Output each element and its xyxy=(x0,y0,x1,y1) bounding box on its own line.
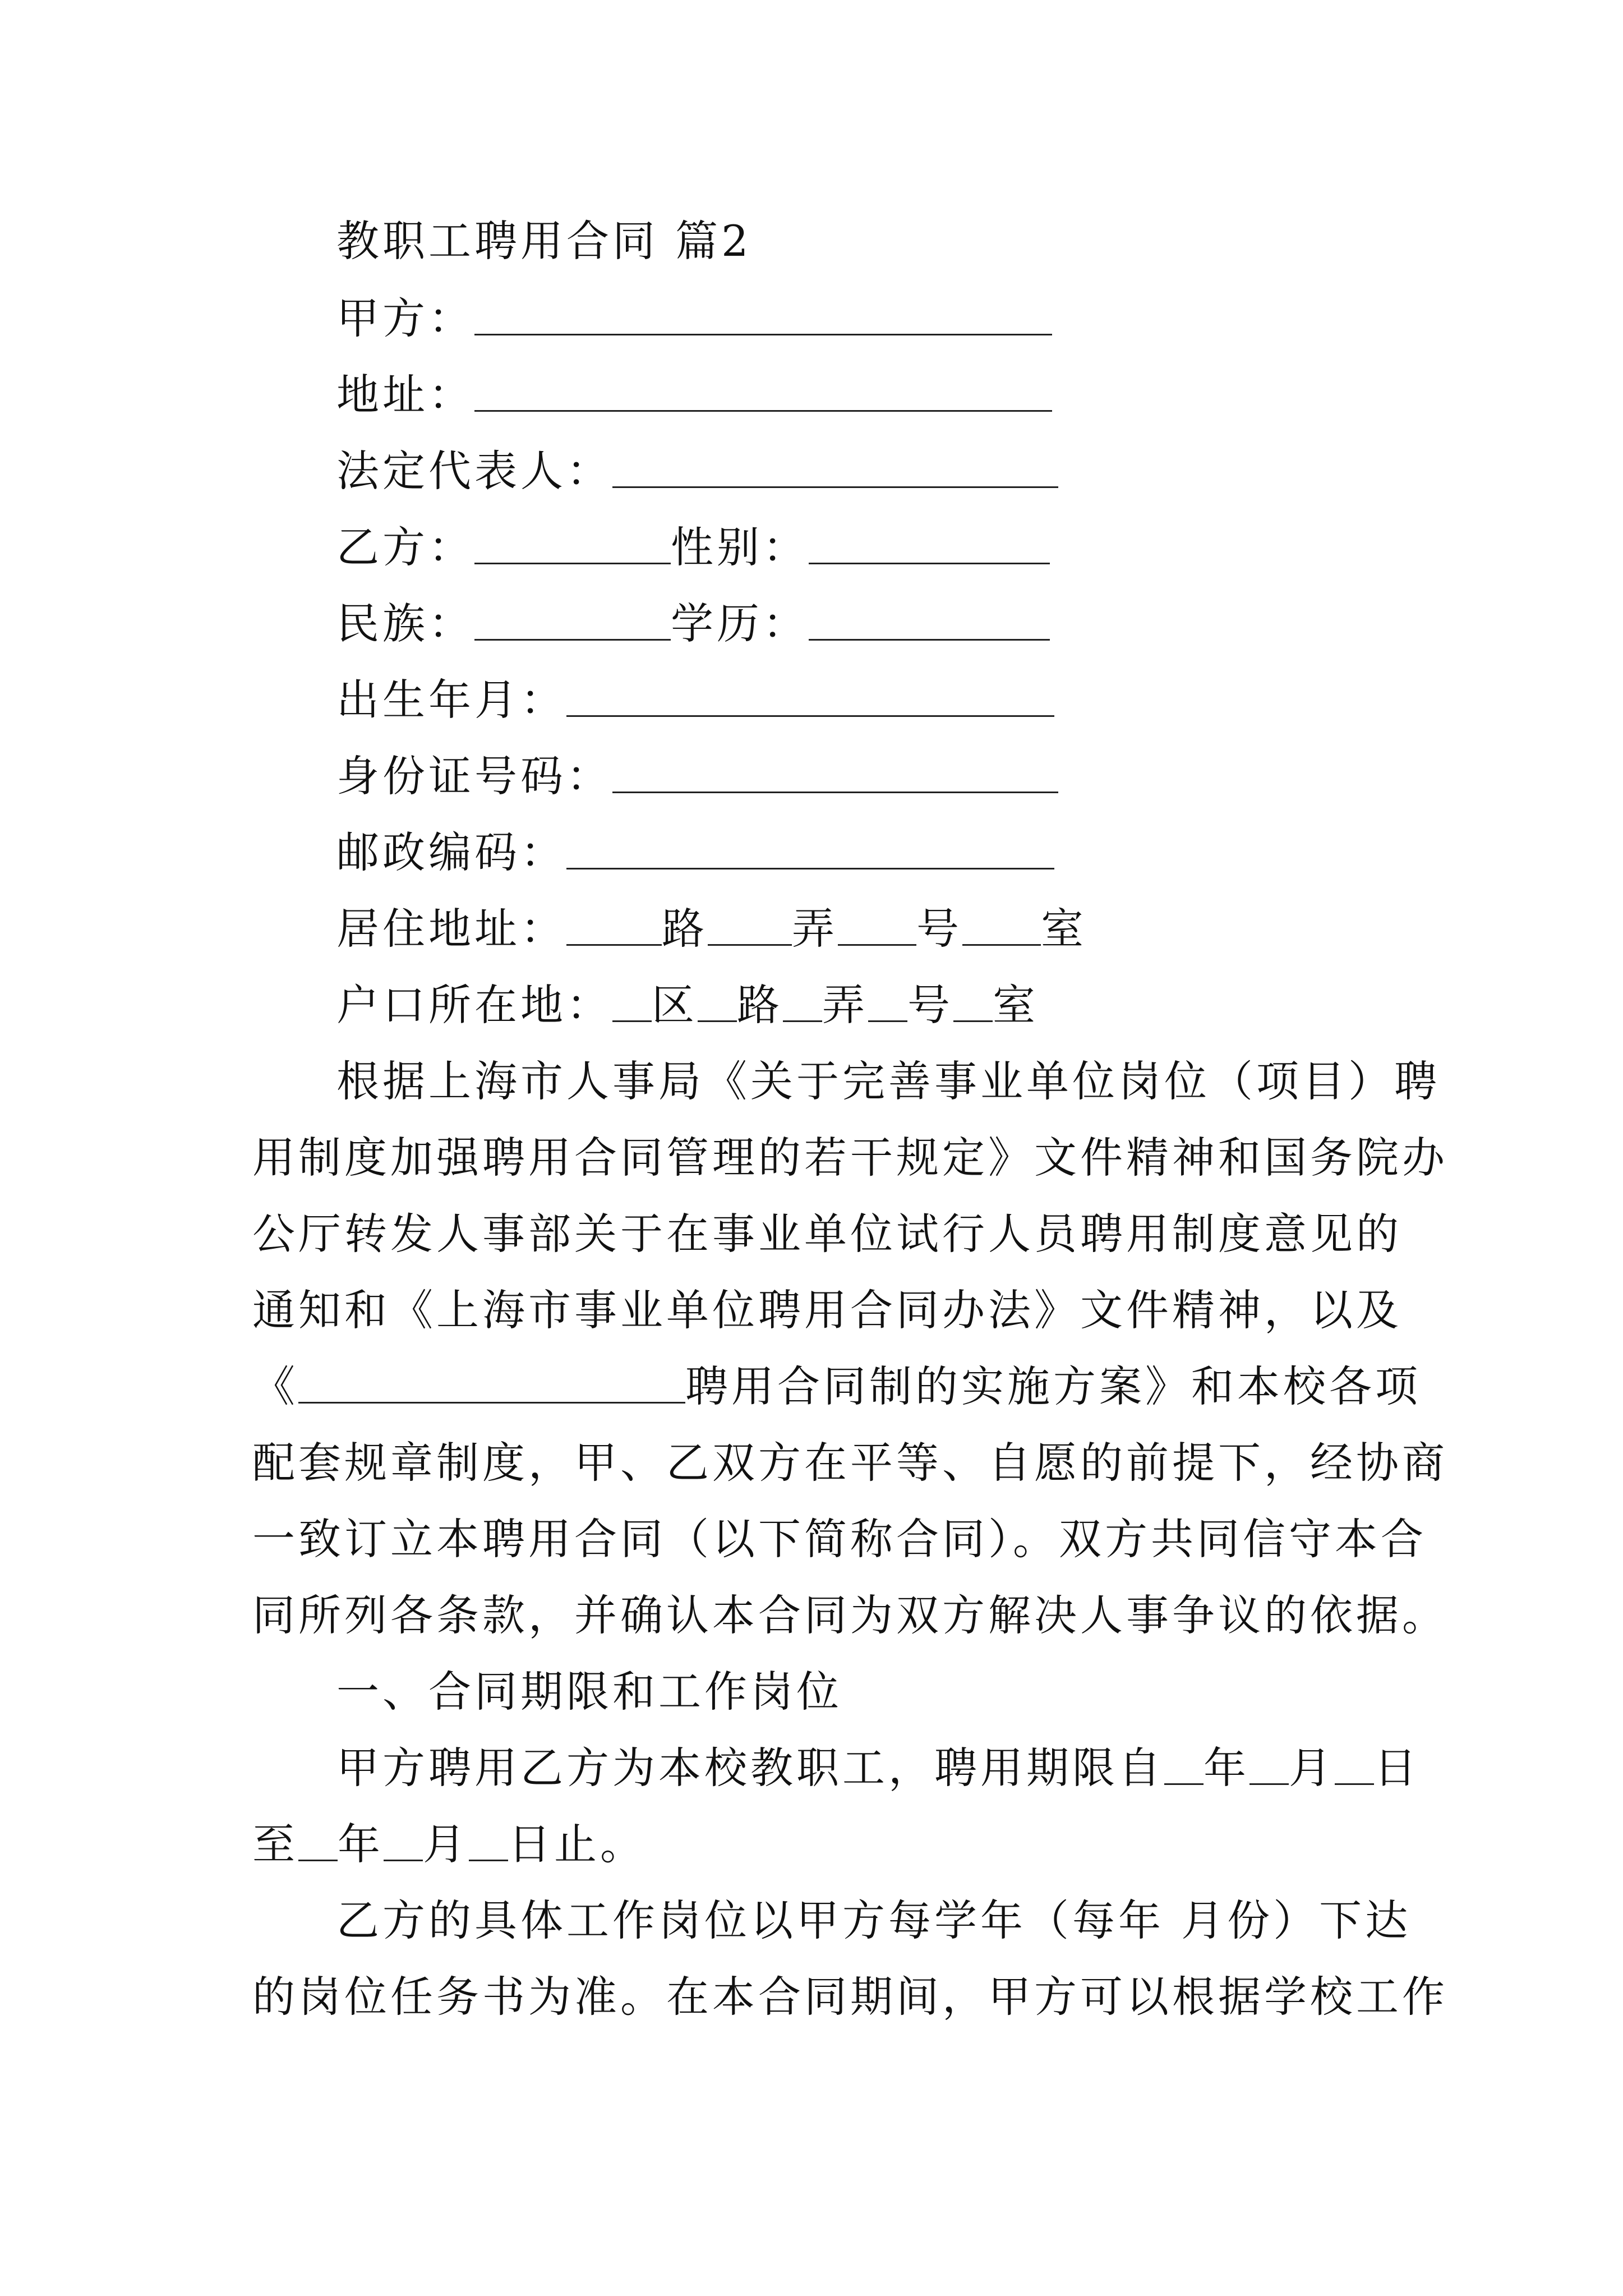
residence-lane-blank[interactable] xyxy=(708,904,792,946)
body-text: 根据上海市人事局《关于完善事业单位岗位（项目）聘 xyxy=(336,1056,1440,1106)
field-postcode xyxy=(336,825,1054,881)
body-line xyxy=(252,1511,1427,1567)
residence-room-blank[interactable] xyxy=(962,904,1041,946)
body-text: 甲方聘用乙方为本校教职工，聘用期限自 xyxy=(336,1743,1164,1793)
residence-road-blank[interactable] xyxy=(566,904,662,946)
end-year-blank[interactable] xyxy=(298,1819,338,1861)
body-line xyxy=(252,1969,1448,2025)
party-a-blank[interactable] xyxy=(474,293,1052,335)
body-text: 的岗位任务书为准。在本合同期间，甲方可以根据学校工作 xyxy=(252,1972,1448,2022)
body-text: 配套规章制度，甲、乙双方在平等、自愿的前提下，经协商 xyxy=(252,1438,1448,1488)
field-birth xyxy=(336,672,1054,728)
field-legal-rep xyxy=(336,443,1058,499)
start-day-blank[interactable] xyxy=(1335,1743,1374,1785)
day-label: 日 xyxy=(1374,1743,1420,1793)
legal-rep-label: 法定代表人： xyxy=(336,446,612,496)
body-line xyxy=(336,1740,1420,1796)
start-month-blank[interactable] xyxy=(1249,1743,1289,1785)
section-heading-text: 一、合同期限和工作岗位 xyxy=(336,1667,842,1717)
field-party-a xyxy=(336,291,1052,347)
ethnicity-label: 民族： xyxy=(336,599,474,648)
body-text: 日止。 xyxy=(508,1819,646,1869)
legal-rep-blank[interactable] xyxy=(612,446,1058,488)
postcode-label: 邮政编码： xyxy=(336,827,566,877)
hukou-room-blank[interactable] xyxy=(953,980,993,1022)
room-label: 室 xyxy=(1041,904,1087,954)
lane-label: 弄 xyxy=(822,980,868,1030)
number-label: 号 xyxy=(916,904,962,954)
body-line xyxy=(336,1893,1411,1949)
end-day-blank[interactable] xyxy=(469,1819,508,1861)
address-label: 地址： xyxy=(336,370,474,420)
body-text: 同所列各条款，并确认本合同为双方解决人事争议的依据。 xyxy=(252,1590,1448,1640)
body-line xyxy=(336,1053,1440,1110)
body-line xyxy=(252,1206,1402,1262)
district-label: 区 xyxy=(652,980,698,1030)
body-text: 《 xyxy=(252,1361,298,1411)
residence-label: 居住地址： xyxy=(336,904,566,954)
id-number-label: 身份证号码： xyxy=(336,751,612,801)
party-b-label: 乙方： xyxy=(336,522,474,572)
title-text: 教职工聘用合同 篇2 xyxy=(336,216,752,266)
education-label: 学历： xyxy=(671,599,809,648)
section-heading xyxy=(336,1664,842,1720)
education-blank[interactable] xyxy=(809,599,1050,641)
field-hukou xyxy=(336,977,1039,1033)
month-label: 月 xyxy=(1289,1743,1335,1793)
gender-blank[interactable] xyxy=(809,522,1050,564)
hukou-district-blank[interactable] xyxy=(612,980,652,1022)
hukou-label: 户口所在地： xyxy=(336,980,612,1030)
lane-label: 弄 xyxy=(792,904,838,954)
start-year-blank[interactable] xyxy=(1164,1743,1204,1785)
id-number-blank[interactable] xyxy=(612,751,1058,793)
body-text: 公厅转发人事部关于在事业单位试行人员聘用制度意见的 xyxy=(252,1209,1402,1259)
field-address xyxy=(336,367,1052,423)
party-b-blank[interactable] xyxy=(474,522,671,564)
end-month-blank[interactable] xyxy=(384,1819,423,1861)
body-line xyxy=(252,1588,1448,1644)
hukou-lane-blank[interactable] xyxy=(783,980,822,1022)
room-label: 室 xyxy=(993,980,1039,1030)
document-title xyxy=(336,213,752,269)
body-text: 至 xyxy=(252,1819,298,1869)
road-label: 路 xyxy=(737,980,783,1030)
body-line xyxy=(252,1282,1402,1338)
body-text: 一致订立本聘用合同（以下简称合同）。双方共同信守本合 xyxy=(252,1514,1427,1564)
residence-number-blank[interactable] xyxy=(838,904,916,946)
field-party-b xyxy=(336,519,1050,576)
postcode-blank[interactable] xyxy=(566,827,1054,869)
year-label: 年 xyxy=(1204,1743,1249,1793)
body-text: 用制度加强聘用合同管理的若干规定》文件精神和国务院办 xyxy=(252,1133,1448,1182)
address-blank[interactable] xyxy=(474,370,1052,412)
field-id-number xyxy=(336,748,1058,804)
hukou-road-blank[interactable] xyxy=(698,980,737,1022)
gender-label: 性别： xyxy=(671,522,809,572)
birth-label: 出生年月： xyxy=(336,675,566,725)
ethnicity-blank[interactable] xyxy=(474,599,671,641)
month-label: 月 xyxy=(423,1819,469,1869)
party-a-label: 甲方： xyxy=(336,293,474,343)
body-line xyxy=(252,1435,1448,1491)
plan-name-blank[interactable] xyxy=(298,1361,685,1404)
body-line xyxy=(252,1130,1448,1186)
number-label: 号 xyxy=(907,980,953,1030)
field-ethnicity xyxy=(336,596,1050,652)
hukou-number-blank[interactable] xyxy=(868,980,907,1022)
body-text: 通知和《上海市事业单位聘用合同办法》文件精神，以及 xyxy=(252,1285,1402,1335)
body-text: 乙方的具体工作岗位以甲方每学年（每年 月份）下达 xyxy=(336,1895,1412,1945)
body-text: 聘用合同制的实施方案》和本校各项 xyxy=(685,1361,1421,1411)
field-residence xyxy=(336,901,1087,957)
year-label: 年 xyxy=(338,1819,384,1869)
birth-blank[interactable] xyxy=(566,675,1054,717)
road-label: 路 xyxy=(662,904,708,954)
body-line xyxy=(252,1359,1421,1415)
body-line xyxy=(252,1816,646,1872)
